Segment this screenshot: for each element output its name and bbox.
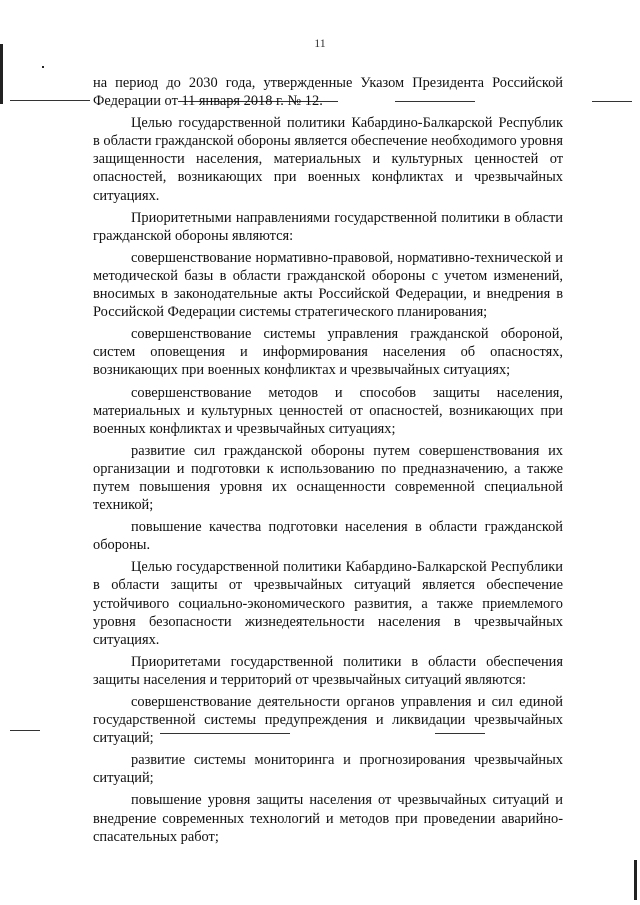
paragraph: Целью государственной политики Кабардино-Балкарской Республики в области защиты от чрезвычайных ситуаций является обеспечение устойчивого социально-экономического развития, а также приемлемого уровня безопасности жизнедеятельности населения в чрезвычайных ситуациях.: [93, 559, 563, 648]
dot-mark: [42, 66, 44, 68]
scan-dash-left: [10, 100, 90, 101]
paragraph: совершенствование деятельности органов управления и сил единой государственной системы предупреждения и ликвидации чрезвычайных ситуаций;: [93, 694, 563, 747]
binding-mark: [0, 44, 3, 104]
paragraph: Приоритетными направлениями государственной политики в области гражданской обороны являются:: [93, 209, 563, 244]
scan-dash-left-2: [10, 730, 40, 731]
paragraph: повышение уровня защиты населения от чрезвычайных ситуаций и внедрение современных технологий и методов при проведении аварийно-спасательных работ;: [93, 792, 563, 845]
paragraph: на период до 2030 года, утвержденные Указом Президента Российской Федерации от 11 января 2018 г. № 12.: [93, 75, 563, 110]
document-body: [93, 74, 563, 850]
scan-dash-far-right: [592, 101, 632, 102]
paragraph: Приоритетами государственной политики в области обеспечения защиты населения и территорий от чрезвычайных ситуаций являются:: [93, 653, 563, 688]
paragraph: развитие сил гражданской обороны путем совершенствования их организации и подготовки к использованию по предназначению, а также путем повышения уровня их оснащенности современной специальной техникой;: [93, 442, 563, 514]
binding-mark-lower: [634, 860, 637, 900]
page-number: 11: [314, 36, 326, 50]
paragraph: совершенствование системы управления гражданской обороной, систем оповещения и информирования населения об опасностях, возникающих при военных конфликтах и чрезвычайных ситуациях;: [93, 326, 563, 379]
paragraph: совершенствование методов и способов защиты населения, материальных и культурных ценностей от опасностей, возникающих при военных конфликтах и чрезвычайных ситуациях;: [93, 384, 563, 437]
paragraph: повышение качества подготовки населения в области гражданской обороны.: [93, 519, 563, 554]
paragraph: совершенствование нормативно-правовой, нормативно-технической и методической базы в области гражданской обороны с учетом изменений, вносимых в законодательные акты Российской Федерации, и внедрения в Российской Федерации системы стратегического планирования;: [93, 249, 563, 321]
paragraph: развитие системы мониторинга и прогнозирования чрезвычайных ситуаций;: [93, 752, 563, 787]
paragraph: Целью государственной политики Кабардино-Балкарской Республик в области гражданской обороны является обеспечение необходимого уровня защищенности населения, материальных и культурных ценностей от опасностей, возникающих при военных конфликтах и чрезвычайных ситуациях.: [93, 115, 563, 204]
